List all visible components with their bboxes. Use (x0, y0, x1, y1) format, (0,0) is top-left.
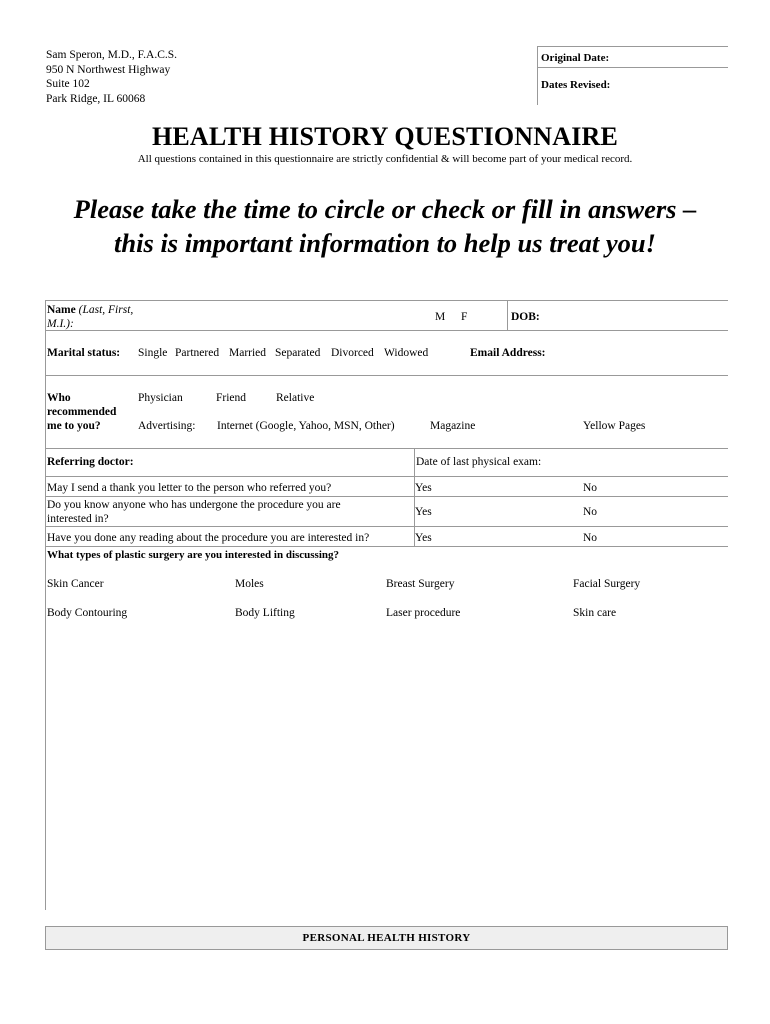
referral-option-relative[interactable]: Relative (276, 392, 315, 404)
q3-no-option[interactable]: No (583, 532, 598, 544)
surgery-option-body-lifting[interactable]: Body Lifting (235, 607, 295, 619)
marital-option-divorced[interactable]: Divorced (331, 347, 374, 359)
q1-yes-option[interactable]: Yes (415, 482, 432, 494)
advertising-option-magazine[interactable]: Magazine (430, 420, 476, 432)
marital-option-married[interactable]: Married (229, 347, 267, 359)
q1-no-option[interactable]: No (583, 482, 598, 494)
marital-option-separated[interactable]: Separated (275, 347, 321, 359)
dates-revised-label: Dates Revised: (541, 79, 611, 91)
name-hint: (Last, First, (78, 304, 134, 316)
form-rule (46, 375, 728, 376)
doctor-name: Sam Speron, M.D., F.A.C.S. (46, 49, 178, 61)
surgery-option-breast-surgery[interactable]: Breast Surgery (386, 578, 455, 590)
instructions-line-1: Please take the time to circle or check or fill in answers – (73, 194, 697, 224)
page-title: HEALTH HISTORY QUESTIONNAIRE (151, 122, 619, 151)
referring-doctor-field[interactable]: Referring doctor: (47, 456, 134, 468)
question-thank-you-letter: May I send a thank you letter to the person who referred you? (47, 482, 332, 494)
confidentiality-note: All questions contained in this questionnaire are strictly confidential & will become part of your medical record. (137, 153, 633, 165)
surgery-option-skin-cancer[interactable]: Skin Cancer (47, 578, 104, 590)
question-done-reading: Have you done any reading about the procedure you are interested in? (47, 532, 370, 544)
form-rule (46, 330, 728, 331)
surgery-types-label: What types of plastic surgery are you interested in discussing? (47, 549, 340, 561)
question-know-anyone-line-1: Do you know anyone who has undergone the procedure you are (47, 499, 341, 511)
q3-yes-option[interactable]: Yes (415, 532, 432, 544)
form-rule (46, 300, 728, 301)
who-recommended-label-3: me to you? (47, 420, 101, 432)
form-divider (507, 300, 508, 330)
marital-option-partnered[interactable]: Partnered (175, 347, 220, 359)
who-recommended-label-2: recommended (47, 406, 117, 418)
surgery-option-facial-surgery[interactable]: Facial Surgery (573, 578, 641, 590)
marital-status-label: Marital status: (47, 347, 121, 359)
marital-option-widowed[interactable]: Widowed (384, 347, 429, 359)
referral-option-friend[interactable]: Friend (216, 392, 247, 404)
advertising-option-internet[interactable]: Internet (Google, Yahoo, MSN, Other) (217, 420, 395, 432)
form-rule (46, 448, 728, 449)
date-box-divider (538, 67, 728, 68)
form-rule (46, 476, 728, 477)
questionnaire-form (45, 300, 728, 910)
suite: Suite 102 (46, 78, 90, 90)
q2-no-option[interactable]: No (583, 506, 598, 518)
sex-option-f[interactable]: F (461, 311, 468, 323)
instructions (30, 192, 740, 260)
surgery-option-body-contouring[interactable]: Body Contouring (47, 607, 128, 619)
last-physical-exam-field[interactable]: Date of last physical exam: (416, 456, 542, 468)
surgery-option-moles[interactable]: Moles (235, 578, 264, 590)
surgery-option-skin-care[interactable]: Skin care (573, 607, 617, 619)
date-box (537, 46, 728, 105)
practice-address (46, 48, 177, 106)
question-know-anyone-line-2: interested in? (47, 513, 109, 525)
personal-health-history-header: PERSONAL HEALTH HISTORY (45, 926, 728, 950)
referral-option-physician[interactable]: Physician (138, 392, 183, 404)
form-rule (46, 546, 728, 547)
instructions-line-2: this is important information to help us treat you! (114, 228, 656, 258)
street-address: 950 N Northwest Highway (46, 63, 171, 76)
dob-field[interactable]: DOB: (511, 311, 540, 323)
name-label: Name (47, 304, 76, 316)
form-rule (46, 526, 728, 527)
who-recommended-label-1: Who (47, 392, 71, 404)
email-field[interactable]: Email Address: (470, 347, 546, 359)
name-hint-2: M.I.): (47, 318, 74, 330)
q2-yes-option[interactable]: Yes (415, 506, 432, 518)
surgery-option-laser-procedure[interactable]: Laser procedure (386, 607, 461, 619)
city-state-zip: Park Ridge, IL 60068 (46, 92, 146, 105)
marital-option-single[interactable]: Single (138, 347, 168, 359)
advertising-label: Advertising: (138, 420, 196, 432)
name-field[interactable] (47, 304, 133, 316)
original-date-label: Original Date: (541, 52, 610, 64)
sex-option-m[interactable]: M (435, 311, 446, 323)
form-rule (46, 496, 728, 497)
advertising-option-yellow-pages[interactable]: Yellow Pages (583, 420, 646, 432)
